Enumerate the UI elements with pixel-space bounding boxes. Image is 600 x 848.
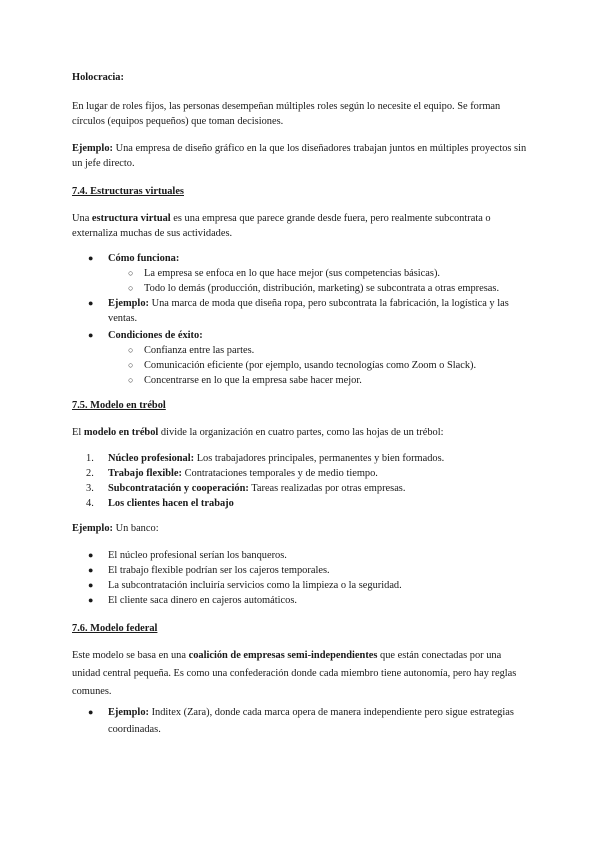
list-item [72, 373, 532, 388]
list-item [72, 563, 532, 578]
bank-example-list [72, 548, 532, 608]
intro-bold: modelo en trébol [83, 427, 159, 438]
hollow-bullet-icon: ○ [128, 360, 134, 370]
section-holocracia [72, 70, 532, 85]
section-title: Holocracia: [72, 72, 124, 83]
hollow-bullet-icon: ○ [128, 268, 134, 278]
item-text: Una marca de moda que diseña ropa, pero subcontrata la fabricación, la logística y las ventas. [108, 298, 509, 324]
item-number: 2. [86, 468, 94, 479]
list-item [72, 466, 532, 481]
virtual-list [72, 251, 532, 388]
item-text: Los trabajadores principales, permanentes y bien formados. [194, 453, 445, 464]
item-label: Ejemplo: [108, 707, 149, 718]
item-label: Trabajo flexible: [108, 468, 182, 479]
filled-bullet-icon: ● [88, 298, 94, 308]
federal-list [72, 704, 532, 738]
intro-bold: coalición de empresas semi-independientes [188, 650, 378, 661]
hollow-bullet-icon: ○ [128, 345, 134, 355]
filled-bullet-icon: ● [88, 707, 94, 717]
trebol-list [72, 451, 532, 511]
list-item [72, 496, 532, 511]
intro-text: que están conectadas por una unidad central pequeña. Es como una confederación donde cada miembro tiene autonomía, pero hay reglas comunes. [72, 650, 517, 697]
intro-text: Este modelo se basa en una [72, 650, 189, 661]
item-text: Todo lo demás (producción, distribución, marketing) se subcontrata a otras empresas. [144, 283, 500, 294]
item-text: Confianza entre las partes. [144, 345, 255, 356]
item-text: La subcontratación incluiría servicios como la limpieza o la seguridad. [108, 580, 402, 591]
example-label: Ejemplo: [72, 523, 113, 534]
hollow-bullet-icon: ○ [128, 283, 134, 293]
item-label: Núcleo profesional: [108, 453, 195, 464]
holocracia-paragraph: En lugar de roles fijos, las personas desempeñan múltiples roles según lo necesite el equipo. Se forman círculos (equipos pequeños) que toman decisiones. [72, 101, 501, 127]
item-label: Cómo funciona: [108, 253, 180, 264]
item-label: Los clientes hacen el trabajo [108, 498, 234, 509]
item-number: 1. [86, 453, 94, 464]
intro-text: Una [72, 213, 92, 224]
filled-bullet-icon: ● [88, 253, 94, 263]
list-item [72, 578, 532, 593]
item-text: Inditex (Zara), donde cada marca opera de manera independiente pero sigue estrategias coordinadas. [108, 707, 514, 735]
item-text: Comunicación eficiente (por ejemplo, usando tecnologías como Zoom o Slack). [144, 360, 477, 371]
section-title: 7.6. Modelo federal [72, 623, 158, 634]
hollow-bullet-icon: ○ [128, 375, 134, 385]
section-virtual [72, 184, 532, 199]
item-text: La empresa se enfoca en lo que hace mejor (sus competencias básicas). [144, 268, 441, 279]
item-text: El trabajo flexible podrían ser los cajeros temporales. [108, 565, 330, 576]
item-text: Contrataciones temporales y de medio tiempo. [181, 468, 378, 479]
filled-bullet-icon: ● [88, 550, 94, 560]
paragraph [72, 211, 532, 241]
example-label: Ejemplo: [72, 143, 113, 154]
intro-text: El [72, 427, 84, 438]
item-text: Concentrarse en lo que la empresa sabe hacer mejor. [144, 375, 362, 386]
list-item [72, 328, 532, 388]
example-paragraph [72, 521, 532, 536]
intro-text: es una empresa que parece grande desde fuera, pero realmente subcontrata o externaliza muchas de sus actividades. [72, 213, 491, 239]
section-title: 7.4. Estructuras virtuales [72, 186, 184, 197]
intro-text: divide la organización en cuatro partes, como las hojas de un trébol: [158, 427, 444, 438]
item-label: Subcontratación y cooperación: [108, 483, 249, 494]
list-item [72, 266, 532, 281]
intro-bold: estructura virtual [91, 213, 171, 224]
list-item [72, 481, 532, 496]
example-text: Una empresa de diseño gráfico en la que los diseñadores trabajan juntos en múltiples proyectos sin un jefe directo. [72, 143, 527, 169]
item-text: El núcleo profesional serían los banqueros. [108, 550, 287, 561]
item-number: 3. [86, 483, 94, 494]
item-text: El cliente saca dinero en cajeros automáticos. [108, 595, 297, 606]
list-item [72, 548, 532, 563]
item-label: Condiciones de éxito: [108, 330, 203, 341]
filled-bullet-icon: ● [88, 565, 94, 575]
list-item [72, 593, 532, 608]
item-label: Ejemplo: [108, 298, 149, 309]
item-text: Tareas realizadas por otras empresas. [248, 483, 406, 494]
section-trebol [72, 398, 532, 413]
list-item [72, 343, 532, 358]
paragraph [72, 425, 532, 440]
filled-bullet-icon: ● [88, 580, 94, 590]
list-item [72, 358, 532, 373]
item-number: 4. [86, 498, 94, 509]
list-item [72, 704, 532, 738]
filled-bullet-icon: ● [88, 330, 94, 340]
list-item [72, 296, 532, 326]
example-paragraph [72, 141, 532, 171]
filled-bullet-icon: ● [88, 595, 94, 605]
paragraph [72, 99, 532, 129]
example-text: Un banco: [112, 523, 159, 534]
list-item [72, 251, 532, 296]
section-title: 7.5. Modelo en trébol [72, 400, 166, 411]
list-item [72, 451, 532, 466]
list-item [72, 281, 532, 296]
paragraph [72, 647, 532, 701]
section-federal [72, 621, 532, 636]
